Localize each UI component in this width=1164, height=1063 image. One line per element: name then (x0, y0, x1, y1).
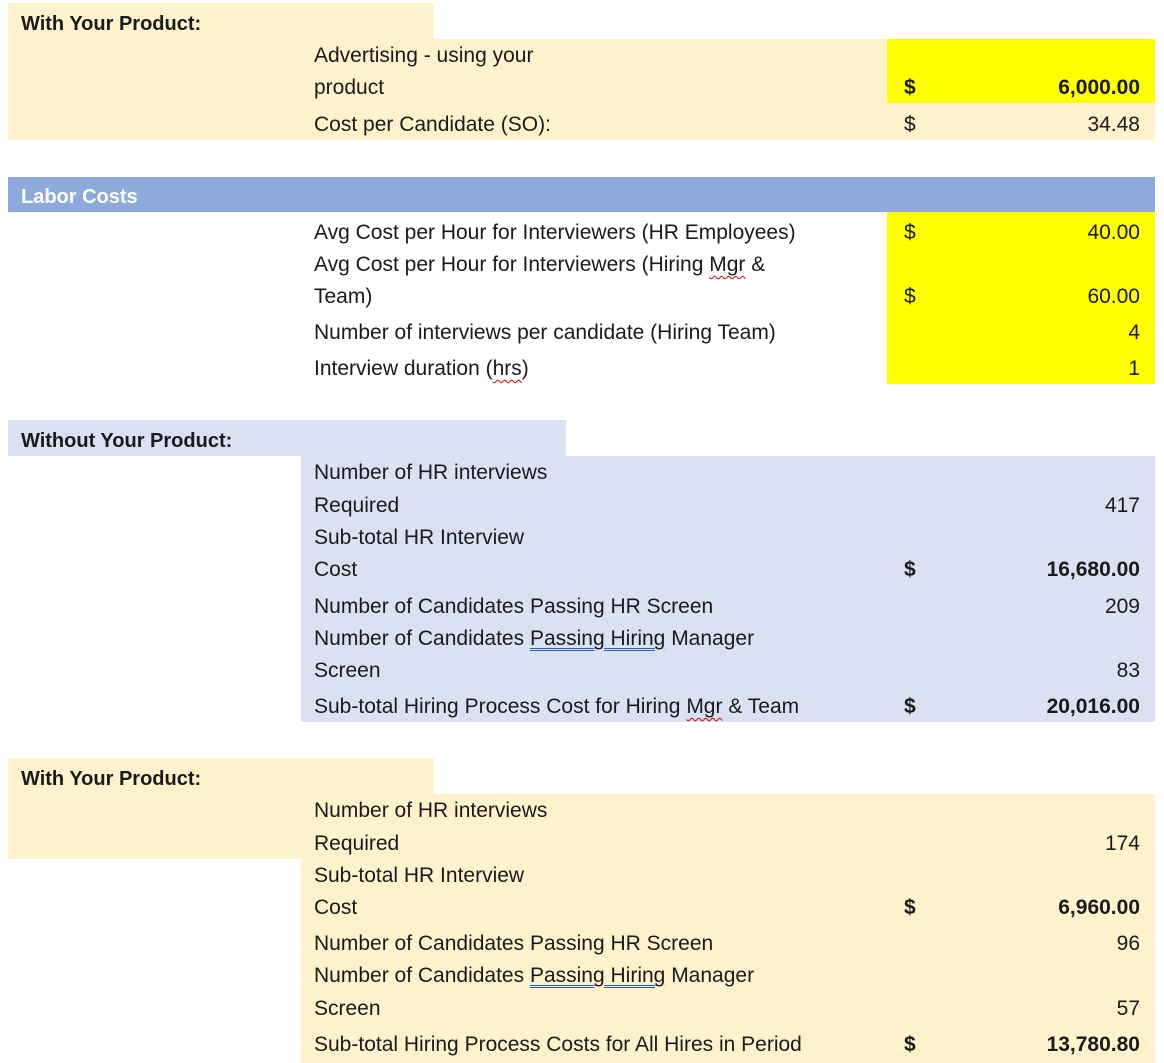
mgr-cost-label-line1: Avg Cost per Hour for Interviewers (Hiring Mgr & (314, 253, 766, 276)
mgr-cost-currency: $ (904, 285, 916, 308)
without-subtotal-process-currency: $ (904, 695, 916, 718)
without-passing-hr-value: 209 (1104, 595, 1140, 618)
hr-cost-label: Avg Cost per Hour for Interviewers (HR Employees) (314, 221, 796, 244)
advertising-label-line1: Advertising - using your (314, 44, 534, 67)
without-subtotal-process-value: 20,016.00 (1046, 695, 1140, 718)
without-subtotal-hr-line1: Sub-total HR Interview (314, 526, 525, 549)
with-subtotal-process-label: Sub-total Hiring Process Costs for All Hires in Period (314, 1033, 802, 1056)
with-header: With Your Product: (21, 768, 202, 790)
mgr-cost-value[interactable]: 60.00 (1087, 285, 1140, 308)
with-subtotal-process-value: 13,780.80 (1046, 1033, 1140, 1056)
with-hr-interviews-value: 174 (1104, 832, 1140, 855)
without-passing-hr-label: Number of Candidates Passing HR Screen (314, 595, 714, 618)
with-passing-hr-value: 96 (1116, 932, 1140, 955)
with-hr-interviews-line2: Required (314, 832, 400, 855)
with-hr-interviews-line1: Number of HR interviews (314, 799, 548, 822)
without-subtotal-hr-currency: $ (904, 558, 916, 581)
hr-cost-currency: $ (904, 221, 916, 244)
interview-duration-label: Interview duration (hrs) (314, 357, 529, 380)
without-hr-interviews-line1: Number of HR interviews (314, 461, 548, 484)
without-passing-mgr-line1: Number of Candidates Passing Hiring Manager (314, 627, 755, 650)
without-passing-mgr-value: 83 (1116, 659, 1140, 682)
hr-cost-value[interactable]: 40.00 (1087, 221, 1140, 244)
with-passing-mgr-line2: Screen (314, 997, 381, 1020)
interview-duration-value[interactable]: 1 (1128, 357, 1140, 380)
without-hr-interviews-value: 417 (1104, 494, 1140, 517)
without-subtotal-process-label: Sub-total Hiring Process Cost for Hiring Mgr & Team (314, 695, 800, 718)
interviews-per-candidate-label: Number of interviews per candidate (Hiring Team) (314, 321, 776, 344)
advertising-value[interactable]: 6,000.00 (1058, 76, 1140, 99)
without-passing-mgr-line2: Screen (314, 659, 381, 682)
with-subtotal-hr-line1: Sub-total HR Interview (314, 864, 525, 887)
without-hr-interviews-line2: Required (314, 494, 400, 517)
without-subtotal-hr-line2: Cost (314, 558, 358, 581)
with-subtotal-process-currency: $ (904, 1033, 916, 1056)
cost-per-candidate-value: 34.48 (1087, 113, 1140, 136)
without-subtotal-hr-value: 16,680.00 (1046, 558, 1140, 581)
with-subtotal-hr-value: 6,960.00 (1058, 896, 1140, 919)
interviews-per-candidate-value[interactable]: 4 (1128, 321, 1140, 344)
section1-header: With Your Product: (21, 13, 202, 35)
labor-header-bar (8, 177, 1155, 212)
with-passing-hr-label: Number of Candidates Passing HR Screen (314, 932, 714, 955)
labor-header: Labor Costs (21, 186, 138, 208)
with-subtotal-hr-line2: Cost (314, 896, 358, 919)
advertising-label-line2: product (314, 76, 385, 99)
advertising-currency: $ (904, 76, 916, 99)
cost-per-candidate-label: Cost per Candidate (SO): (314, 113, 551, 136)
mgr-cost-label-line2: Team) (314, 285, 373, 308)
cost-per-candidate-currency: $ (904, 113, 916, 136)
with-subtotal-hr-currency: $ (904, 896, 916, 919)
with-passing-mgr-line1: Number of Candidates Passing Hiring Manager (314, 964, 755, 987)
with-passing-mgr-value: 57 (1116, 997, 1140, 1020)
without-header: Without Your Product: (21, 430, 233, 452)
